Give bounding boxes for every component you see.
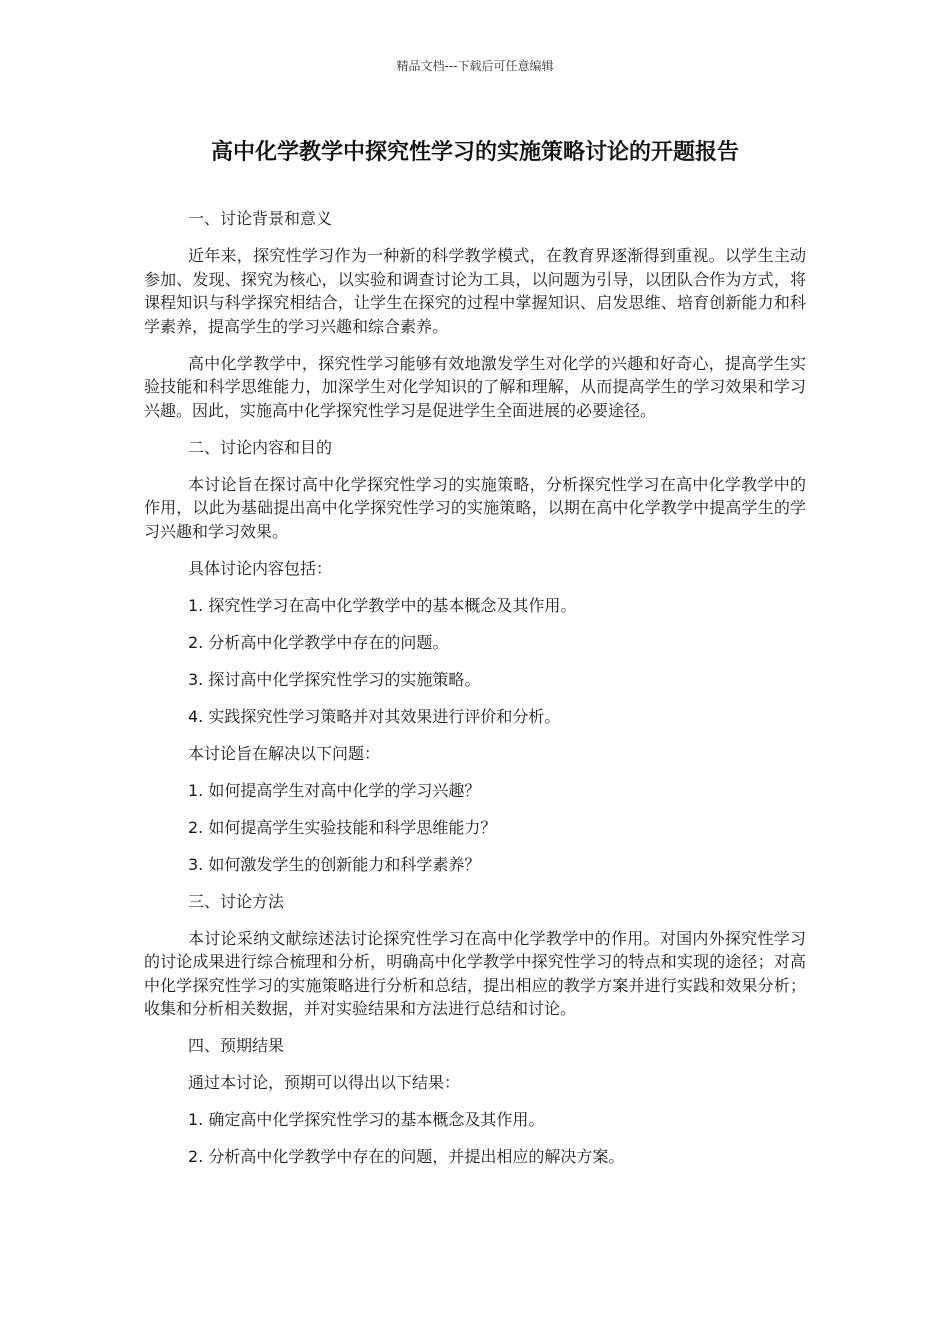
list-item: 3. 探讨高中化学探究性学习的实施策略。 (188, 669, 481, 689)
section-heading-results: 四、预期结果 (188, 1036, 285, 1055)
list-item: 2. 分析高中化学教学中存在的问题，并提出相应的解决方案。 (188, 1147, 625, 1166)
question-item: 3. 如何激发学生的创新能力和科学素养？ (188, 854, 481, 874)
questions-intro: 本讨论旨在解决以下问题： (188, 743, 381, 763)
section-heading-method: 三、讨论方法 (188, 891, 285, 911)
section-heading-content: 二、讨论内容和目的 (188, 437, 333, 457)
results-intro: 通过本讨论，预期可以得出以下结果： (188, 1073, 461, 1092)
document-body (144, 207, 806, 1182)
question-item: 1. 如何提高学生对高中化学的学习兴趣？ (188, 780, 481, 800)
paragraph: 近年来，探究性学习作为一种新的科学教学模式，在教育界逐渐得到重视。以学生主动参加、发现、探究为核心，以实验和调查讨论为工具，以问题为引导，以团队合作为方式，将课程知识与科学探究相结合，让学生在探究的过程中掌握知识、启发思维、培育创新能力和科学素养，提高学生的学习兴趣和综合素养。 (144, 246, 806, 336)
paragraph: 本讨论采纳文献综述法讨论探究性学习在高中化学教学中的作用。对国内外探究性学习的讨论成果进行综合梳理和分析，明确高中化学教学中探究性学习的特点和实现的途径；对高中化学探究性学习的实施策略进行分析和总结，提出相应的教学方案并进行实践和效果分析；收集和分析相关数据，并对实验结果和方法进行总结和讨论。 (144, 928, 806, 1018)
question-item: 2. 如何提高学生实验技能和科学思维能力？ (188, 817, 497, 837)
list-intro: 具体讨论内容包括： (188, 558, 333, 578)
header-note: 精品文档---下载后可任意编辑 (396, 59, 554, 73)
list-item: 2. 分析高中化学教学中存在的问题。 (188, 632, 449, 652)
list-item: 1. 确定高中化学探究性学习的基本概念及其作用。 (188, 1110, 545, 1129)
paragraph: 本讨论旨在探讨高中化学探究性学习的实施策略，分析探究性学习在高中化学教学中的作用，以此为基础提出高中化学探究性学习的实施策略，以期在高中化学教学中提高学生的学习兴趣和学习效果。 (144, 474, 806, 541)
paragraph: 高中化学教学中，探究性学习能够有效地激发学生对化学的兴趣和好奇心，提高学生实验技能和科学思维能力，加深学生对化学知识的了解和理解，从而提高学生的学习效果和学习兴趣。因此，实施高中化学探究性学习是促进学生全面进展的必要途径。 (144, 353, 806, 420)
list-item: 1. 探究性学习在高中化学教学中的基本概念及其作用。 (188, 595, 577, 615)
list-item: 4. 实践探究性学习策略并对其效果进行评价和分析。 (188, 706, 561, 726)
document-title: 高中化学教学中探究性学习的实施策略讨论的开题报告 (210, 140, 739, 165)
section-heading-background: 一、讨论背景和意义 (188, 209, 333, 228)
